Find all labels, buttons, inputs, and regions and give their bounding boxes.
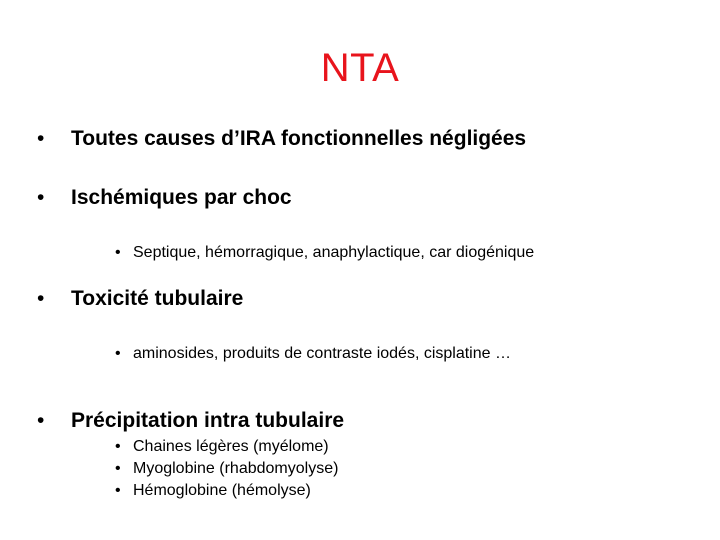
bullet-dot-icon: •	[115, 460, 121, 477]
bullet-text: Ischémiques par choc	[71, 186, 292, 209]
bullet-text: Chaines légères (myélome)	[133, 438, 329, 455]
bullet-dot-icon: •	[115, 345, 121, 362]
bullet-text: Septique, hémorragique, anaphylactique, car diogénique	[133, 244, 535, 261]
bullet-text: Myoglobine (rhabdomyolyse)	[133, 460, 339, 477]
bullet-text: Toutes causes d’IRA fonctionnelles négligées	[71, 127, 527, 150]
bullet-text: Précipitation intra tubulaire	[71, 409, 345, 432]
bullet-dot-icon: •	[37, 287, 45, 310]
slide-title: NTA	[320, 46, 400, 90]
bullet-dot-icon: •	[37, 409, 45, 432]
bullet-dot-icon: •	[115, 482, 121, 499]
bullet-dot-icon: •	[115, 244, 121, 261]
bullet-dot-icon: •	[115, 438, 121, 455]
bullet-text: aminosides, produits de contraste iodés, cisplatine …	[133, 345, 511, 362]
bullet-dot-icon: •	[37, 186, 45, 209]
bullet-dot-icon: •	[37, 127, 45, 150]
bullet-text: Hémoglobine (hémolyse)	[133, 482, 311, 499]
bullet-text: Toxicité tubulaire	[71, 287, 244, 310]
